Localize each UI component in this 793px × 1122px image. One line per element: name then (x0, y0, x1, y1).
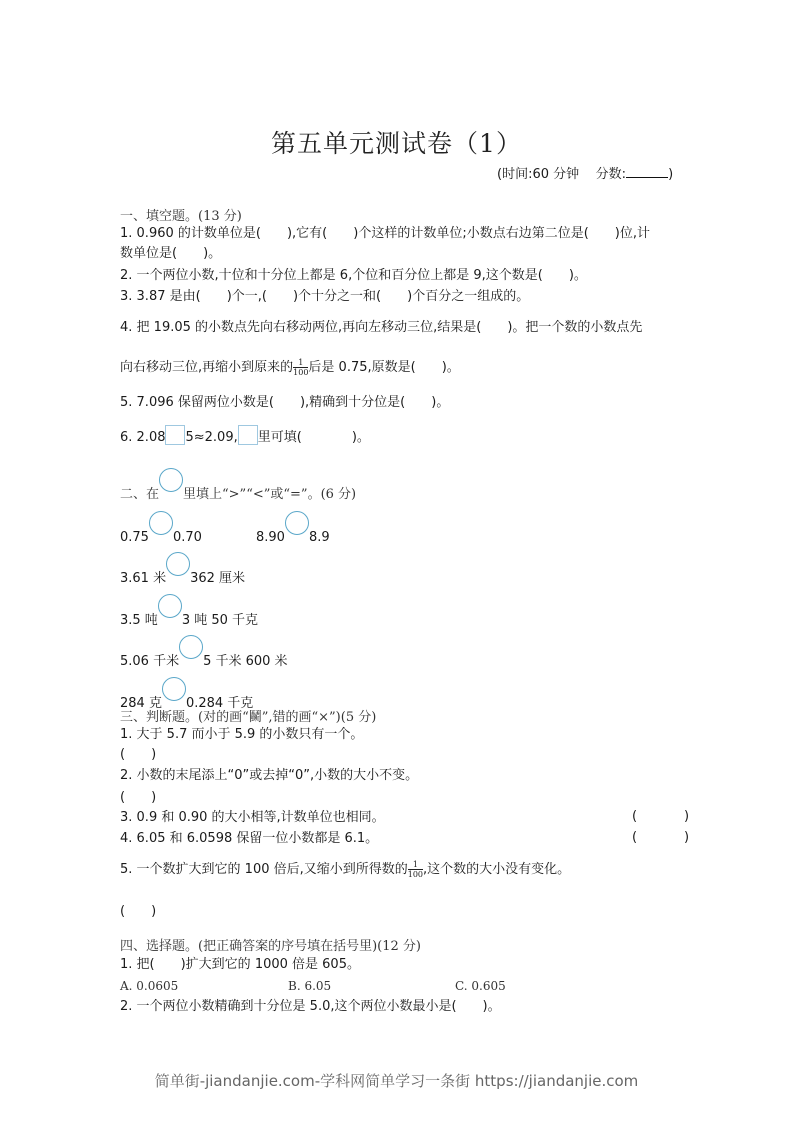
s1-q2: 2. 一个两位小数,十位和十分位上都是 6,个位和百分位上都是 9,这个数是( )。 (120, 268, 587, 283)
s3-q5: 5. 一个数扩大到它的 100 倍后,又缩小到所得数的 $\frac{1}{100}$ ,这个数的大小没有变化。 (120, 860, 571, 879)
compare-circle[interactable] (166, 552, 190, 576)
s1-q5: 5. 7.096 保留两位小数是( ),精确到十分位是( )。 (120, 395, 450, 410)
page-title: 第五单元测试卷（1） (271, 129, 522, 158)
option-b[interactable]: B. 6.05 (288, 979, 332, 993)
judge-blank[interactable]: ( ) (120, 904, 157, 919)
compare-circle[interactable] (285, 511, 309, 535)
time-limit: (时间:60 分钟 (497, 167, 580, 182)
compare-item: 3.61 米 362 厘米 (120, 552, 245, 588)
fraction: $\frac{1}{100}$ (293, 358, 309, 377)
exam-meta: (时间:60 分钟 分数: ) (497, 167, 674, 182)
s1-q4-line1: 4. 把 19.05 的小数点先向右移动两位,再向左移动三位,结果是( )。把一个数的小数点先 (120, 320, 643, 335)
s3-q1: 1. 大于 5.7 而小于 5.9 的小数只有一个。 (120, 727, 364, 742)
s4-q1: 1. 把( )扩大到它的 1000 倍是 605。 (120, 957, 360, 972)
s3-q3: 3. 0.9 和 0.90 的大小相等,计数单位也相同。 (120, 810, 385, 825)
compare-item: 8.90 8.9 (256, 511, 330, 547)
compare-circle[interactable] (158, 594, 182, 618)
option-c[interactable]: C. 0.605 (455, 979, 506, 993)
circle-icon (159, 468, 183, 492)
s3-q2: 2. 小数的末尾添上“0”或去掉“0”,小数的大小不变。 (120, 768, 419, 783)
s1-q4-line2: 向右移动三位,再缩小到原来的 $\frac{1}{100}$ 后是 0.75,原数是( )。 (120, 358, 460, 377)
s1-q6: 6. 2.08 5≈2.09, 里可填( )。 (120, 425, 370, 447)
judge-blank[interactable]: ( ) (632, 809, 690, 824)
judge-blank[interactable]: ( ) (120, 747, 157, 762)
compare-item: 3.5 吨 3 吨 50 千克 (120, 594, 258, 630)
section4-heading: 四、选择题。(把正确答案的序号填在括号里)(12 分) (120, 939, 421, 954)
judge-blank[interactable]: ( ) (120, 790, 157, 805)
option-a[interactable]: A. 0.0605 (120, 979, 179, 993)
score-label: 分数: (595, 167, 627, 182)
judge-blank[interactable]: ( ) (632, 830, 690, 845)
s3-q4: 4. 6.05 和 6.0598 保留一位小数都是 6.1。 (120, 831, 379, 846)
s1-q1-line1: 1. 0.960 的计数单位是( ),它有( )个这样的计数单位;小数点右边第二位是( )位,计 (120, 226, 650, 241)
section3-heading: 三、判断题。(对的画“鬭”,错的画“×”)(5 分) (120, 710, 377, 725)
s1-q3: 3. 3.87 是由( )个一,( )个十分之一和( )个百分之一组成的。 (120, 289, 530, 304)
compare-item: 284 克 0.284 千克 (120, 677, 253, 713)
footer-watermark: 简单街-jiandanjie.com-学科网简单学习一条街 https://jiandanjie.com (154, 1072, 639, 1090)
compare-circle[interactable] (149, 511, 173, 535)
compare-circle[interactable] (179, 635, 203, 659)
s4-q2: 2. 一个两位小数精确到十分位是 5.0,这个两位小数最小是( )。 (120, 999, 501, 1014)
score-blank[interactable] (626, 165, 668, 178)
s1-q1-line2: 数单位是( )。 (120, 246, 222, 261)
section1-heading: 一、填空题。(13 分) (120, 209, 242, 224)
compare-item: 0.75 0.70 (120, 511, 202, 547)
compare-circle[interactable] (162, 677, 186, 701)
fraction: $\frac{1}{100}$ (407, 860, 424, 879)
blank-box[interactable] (165, 425, 185, 445)
section2-heading: 二、在 里填上“>”“<”或“=”。(6 分) (120, 468, 356, 502)
compare-item: 5.06 千米 5 千米 600 米 (120, 635, 288, 671)
blank-box-icon (238, 425, 258, 445)
